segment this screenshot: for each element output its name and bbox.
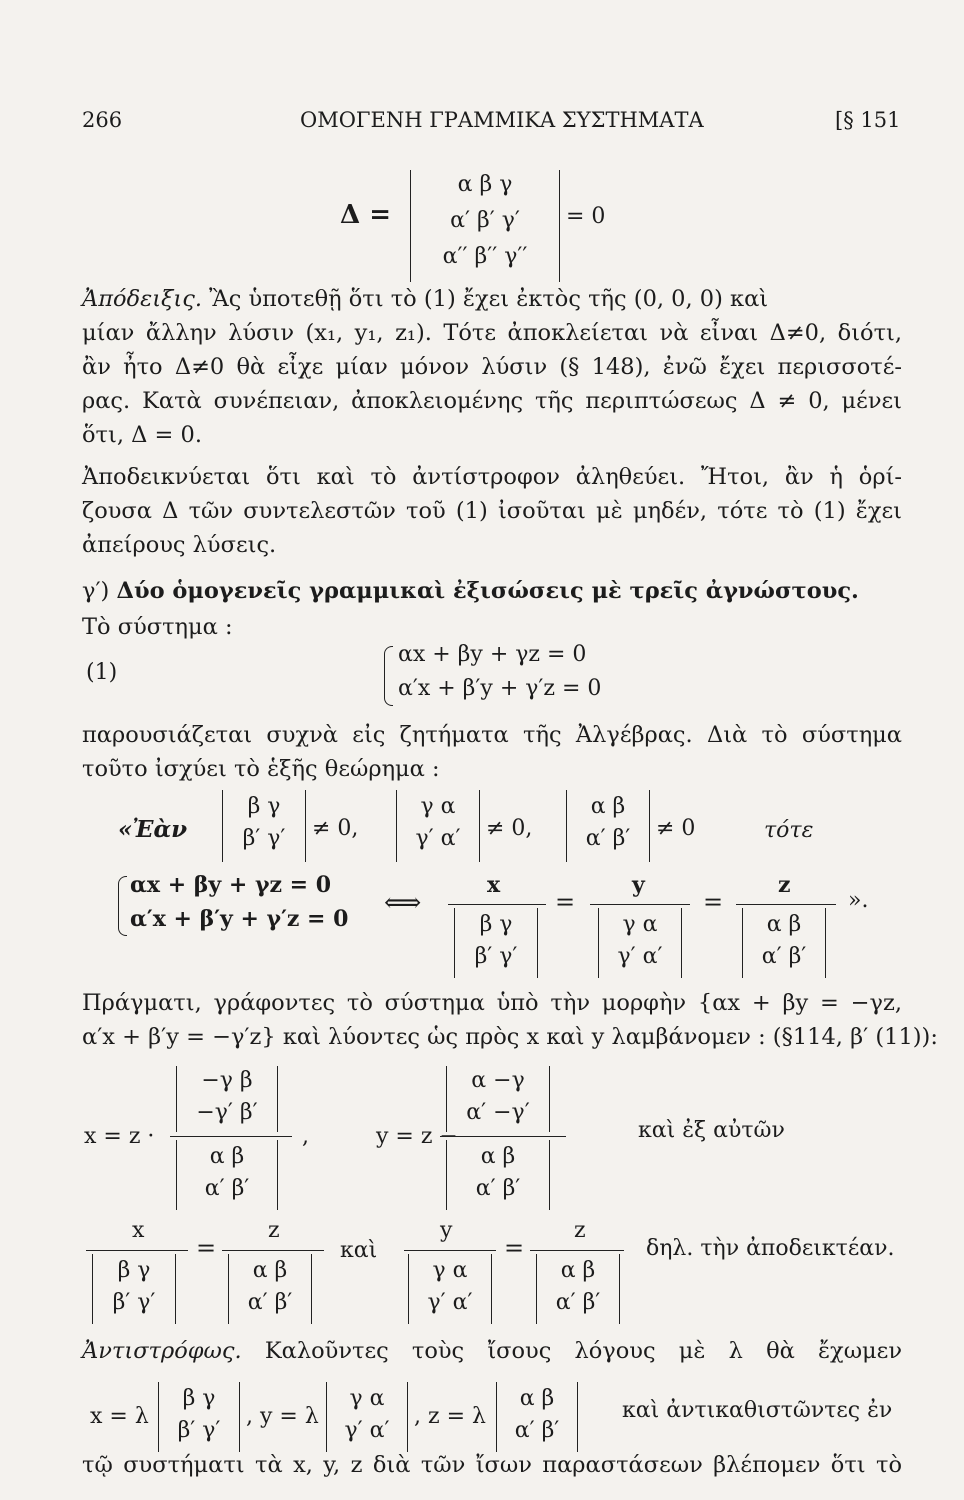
fraction-bar: [440, 1136, 566, 1137]
det-row: α β: [209, 1144, 245, 1169]
det-row: α β: [252, 1258, 288, 1283]
neq-zero: ≠ 0,: [486, 816, 533, 841]
section-heading: [82, 574, 902, 608]
det-equals-zero: = 0: [566, 204, 606, 229]
converse-proof-text: Καλοῦντες τοὺς ἴσους λόγους μὲ λ θὰ ἔχωμεν: [264, 1338, 902, 1364]
det-row: α′ β′: [761, 944, 807, 969]
fraction-num-x: x: [487, 872, 501, 898]
det-row: α′ β′: [585, 826, 631, 851]
theorem-close: ».: [848, 888, 869, 913]
det-row: γ α: [432, 1258, 468, 1283]
delta-label: Δ =: [340, 200, 392, 230]
theorem-det-2: [396, 790, 480, 862]
fraction-bar: [404, 1250, 496, 1251]
x-denominator: [176, 1140, 278, 1210]
x-formula-label: x = z ·: [84, 1124, 155, 1149]
neq-zero: ≠ 0,: [312, 816, 359, 841]
converse-line-1: Ἀποδεικνύεται ὅτι καὶ τὸ ἀντίστροφον ἀληθεύει. Ἤτοι, ἂν ἡ ὁρί-: [82, 464, 902, 490]
neq-zero-last: ≠ 0: [656, 816, 696, 841]
det-row: γ α: [420, 794, 456, 819]
para3-line-2: τοῦτο ἰσχύει τὸ ἑξῆς θεώρημα :: [82, 756, 440, 782]
and-word: καὶ: [340, 1238, 378, 1263]
det-row: γ α: [622, 912, 658, 937]
lambda-det-2: [326, 1382, 408, 1452]
det-row: α β: [519, 1386, 555, 1411]
y-lambda: , y = λ: [246, 1404, 319, 1429]
lambda-tail: καὶ ἀντικαθιστῶντες ἐν: [622, 1398, 893, 1423]
theorem-det-3: [566, 790, 650, 862]
det-row: γ′ α′: [617, 944, 663, 969]
det-row: α′ β′: [555, 1290, 601, 1315]
proof-line-4: ρας. Κατὰ συνέπειαν, ἀποκλειομένης τῆς περιπτώσεως Δ ≠ 0, μένει: [82, 388, 902, 414]
proof-line-2: μίαν ἄλλην λύσιν (x₁, y₁, z₁). Τότε ἀποκλείεται νὰ εἶναι Δ≠0, διότι,: [82, 320, 902, 346]
equals-sign: =: [555, 888, 576, 916]
det-row: β′ γ′: [474, 944, 518, 969]
iff-arrow: ⟺: [384, 888, 422, 918]
det-row: γ α: [349, 1386, 385, 1411]
ratio-den-4: [536, 1254, 620, 1324]
running-title: ΟΜΟΓΕΝΗ ΓΡΑΜΜΙΚΑ ΣΥΣΤΗΜΑΤΑ: [300, 108, 704, 132]
ratio-num-z: z: [268, 1218, 280, 1243]
ratio-num-z-2: z: [574, 1218, 586, 1243]
cramer-tail: καὶ ἐξ αὐτῶν: [638, 1118, 785, 1143]
det-row: β′ γ′: [242, 826, 286, 851]
ratios-tail: δηλ. τὴν ἀποδεικτέαν.: [646, 1236, 895, 1261]
ratio-num-x: x: [132, 1218, 145, 1243]
det-row: −γ β: [201, 1068, 253, 1093]
det-row: α β: [590, 794, 626, 819]
system-eq-2: α′x + β′y + γ′z = 0: [398, 676, 602, 701]
converse-heading: Ἀντιστρόφως.: [82, 1338, 242, 1364]
ratio-den-3: [408, 1254, 492, 1324]
det-row: α −γ: [471, 1068, 525, 1093]
det-row: α′ β′: [475, 1176, 521, 1201]
system-eq-1: αx + βy + γz = 0: [398, 642, 587, 667]
converse-line-2: ζουσα Δ τῶν συντελεστῶν τοῦ (1) ἰσοῦται μὲ μηδέν, τότε τὸ (1) ἔχει: [82, 498, 902, 524]
theorem-eq-2: α′x + β′y + γ′z = 0: [130, 906, 349, 932]
fraction-bar: [736, 904, 836, 905]
last-line: τῷ συστήματι τὰ x, y, z διὰ τῶν ἴσων παραστάσεων βλέπομεν ὅτι τὸ: [82, 1452, 902, 1478]
fraction-num-y: y: [632, 872, 645, 898]
fraction-bar: [170, 1136, 292, 1137]
para4-line-2: α′x + β′y = −γ′z} καὶ λύοντες ὡς πρὸς x καὶ y λαμβάνομεν : (§114, β′ (11)):: [82, 1024, 938, 1050]
det-row: β′ γ′: [112, 1290, 156, 1315]
det-row: α β: [480, 1144, 516, 1169]
lambda-det-1: [158, 1382, 240, 1452]
x-numerator: [176, 1066, 278, 1132]
det-row: β γ: [182, 1386, 216, 1411]
det-row: γ′ α′: [427, 1290, 473, 1315]
proof-heading: Ἀπόδειξις.: [82, 286, 202, 312]
x-lambda: x = λ: [90, 1404, 149, 1429]
proof-line-1-text: Ἂς ὑποτεθῇ ὅτι τὸ (1) ἔχει ἐκτὸς τῆς (0, 0, 0) καὶ: [209, 286, 769, 312]
comma: ,: [302, 1124, 309, 1149]
det-row: β′ γ′: [177, 1418, 221, 1443]
z-lambda: , z = λ: [414, 1404, 486, 1429]
system-intro: Τὸ σύστημα :: [82, 614, 233, 640]
theorem-den-2: [598, 908, 682, 978]
system-label: (1): [86, 660, 118, 685]
page-number: 266: [82, 108, 123, 132]
section-title: Δύο ὁμογενεῖς γραμμικαὶ ἐξισώσεις μὲ τρεῖς ἀγνώστους.: [116, 578, 859, 604]
det-row: α β: [560, 1258, 596, 1283]
theorem-den-3: [742, 908, 826, 978]
ratio-den-2: [228, 1254, 312, 1324]
section-ref: [§ 151: [835, 108, 901, 132]
theorem-if: «Ἐὰν: [118, 816, 188, 843]
ratio-num-y: y: [440, 1218, 453, 1243]
fraction-num-z: z: [778, 872, 791, 898]
equals-sign: =: [504, 1234, 525, 1262]
y-denominator: [446, 1140, 550, 1210]
theorem-den-1: [454, 908, 538, 978]
converse-line-3: ἀπείρους λύσεις.: [82, 532, 277, 558]
fraction-bar: [222, 1250, 324, 1251]
det-row: −γ′ β′: [196, 1100, 258, 1125]
fraction-bar: [530, 1250, 624, 1251]
det-row: β γ: [117, 1258, 151, 1283]
equals-sign: =: [196, 1234, 217, 1262]
fraction-bar: [590, 904, 690, 905]
ratio-den-1: [92, 1254, 176, 1324]
equals-sign: =: [703, 888, 724, 916]
converse-proof-line: [82, 1334, 902, 1368]
det-row: α′ β′: [514, 1418, 560, 1443]
det-row: α′ −γ′: [466, 1100, 530, 1125]
det-row-1: α β γ: [457, 172, 513, 197]
proof-line-3: ἂν ἦτο Δ≠0 θὰ εἶχε μίαν μόνον λύσιν (§ 148), ἐνῶ ἔχει περισσοτέ-: [82, 354, 902, 380]
det-row: γ′ α′: [344, 1418, 390, 1443]
theorem-brace: [118, 876, 127, 936]
det-row: α β: [766, 912, 802, 937]
det-row-2: α′ β′ γ′: [450, 208, 520, 233]
y-formula-label: y = z −: [376, 1124, 458, 1149]
lambda-det-3: [496, 1382, 578, 1452]
det-row: α′ β′: [204, 1176, 250, 1201]
det-row: α′ β′: [247, 1290, 293, 1315]
theorem-eq-1: αx + βy + γz = 0: [130, 872, 332, 898]
section-label: γ′): [82, 578, 110, 604]
fraction-bar: [448, 904, 546, 905]
theorem-det-1: [222, 790, 306, 862]
fraction-bar: [86, 1250, 188, 1251]
det-row: β γ: [479, 912, 513, 937]
det-row: γ′ α′: [415, 826, 461, 851]
y-numerator: [446, 1066, 550, 1132]
det-row-3: α′′ β′′ γ′′: [442, 244, 528, 269]
proof-line-1: [82, 282, 902, 316]
proof-line-5: ὅτι, Δ = 0.: [82, 422, 202, 448]
main-determinant: [410, 170, 560, 282]
para4-line-1: Πράγματι, γράφοντες τὸ σύστημα ὑπὸ τὴν μορφὴν {αx + βy = −γz,: [82, 990, 902, 1016]
para3-line-1: παρουσιάζεται συχνὰ εἰς ζητήματα τῆς Ἀλγέβρας. Διὰ τὸ σύστημα: [82, 722, 902, 748]
system-brace: [384, 646, 393, 706]
det-row: β γ: [247, 794, 281, 819]
then-word: τότε: [764, 818, 814, 843]
